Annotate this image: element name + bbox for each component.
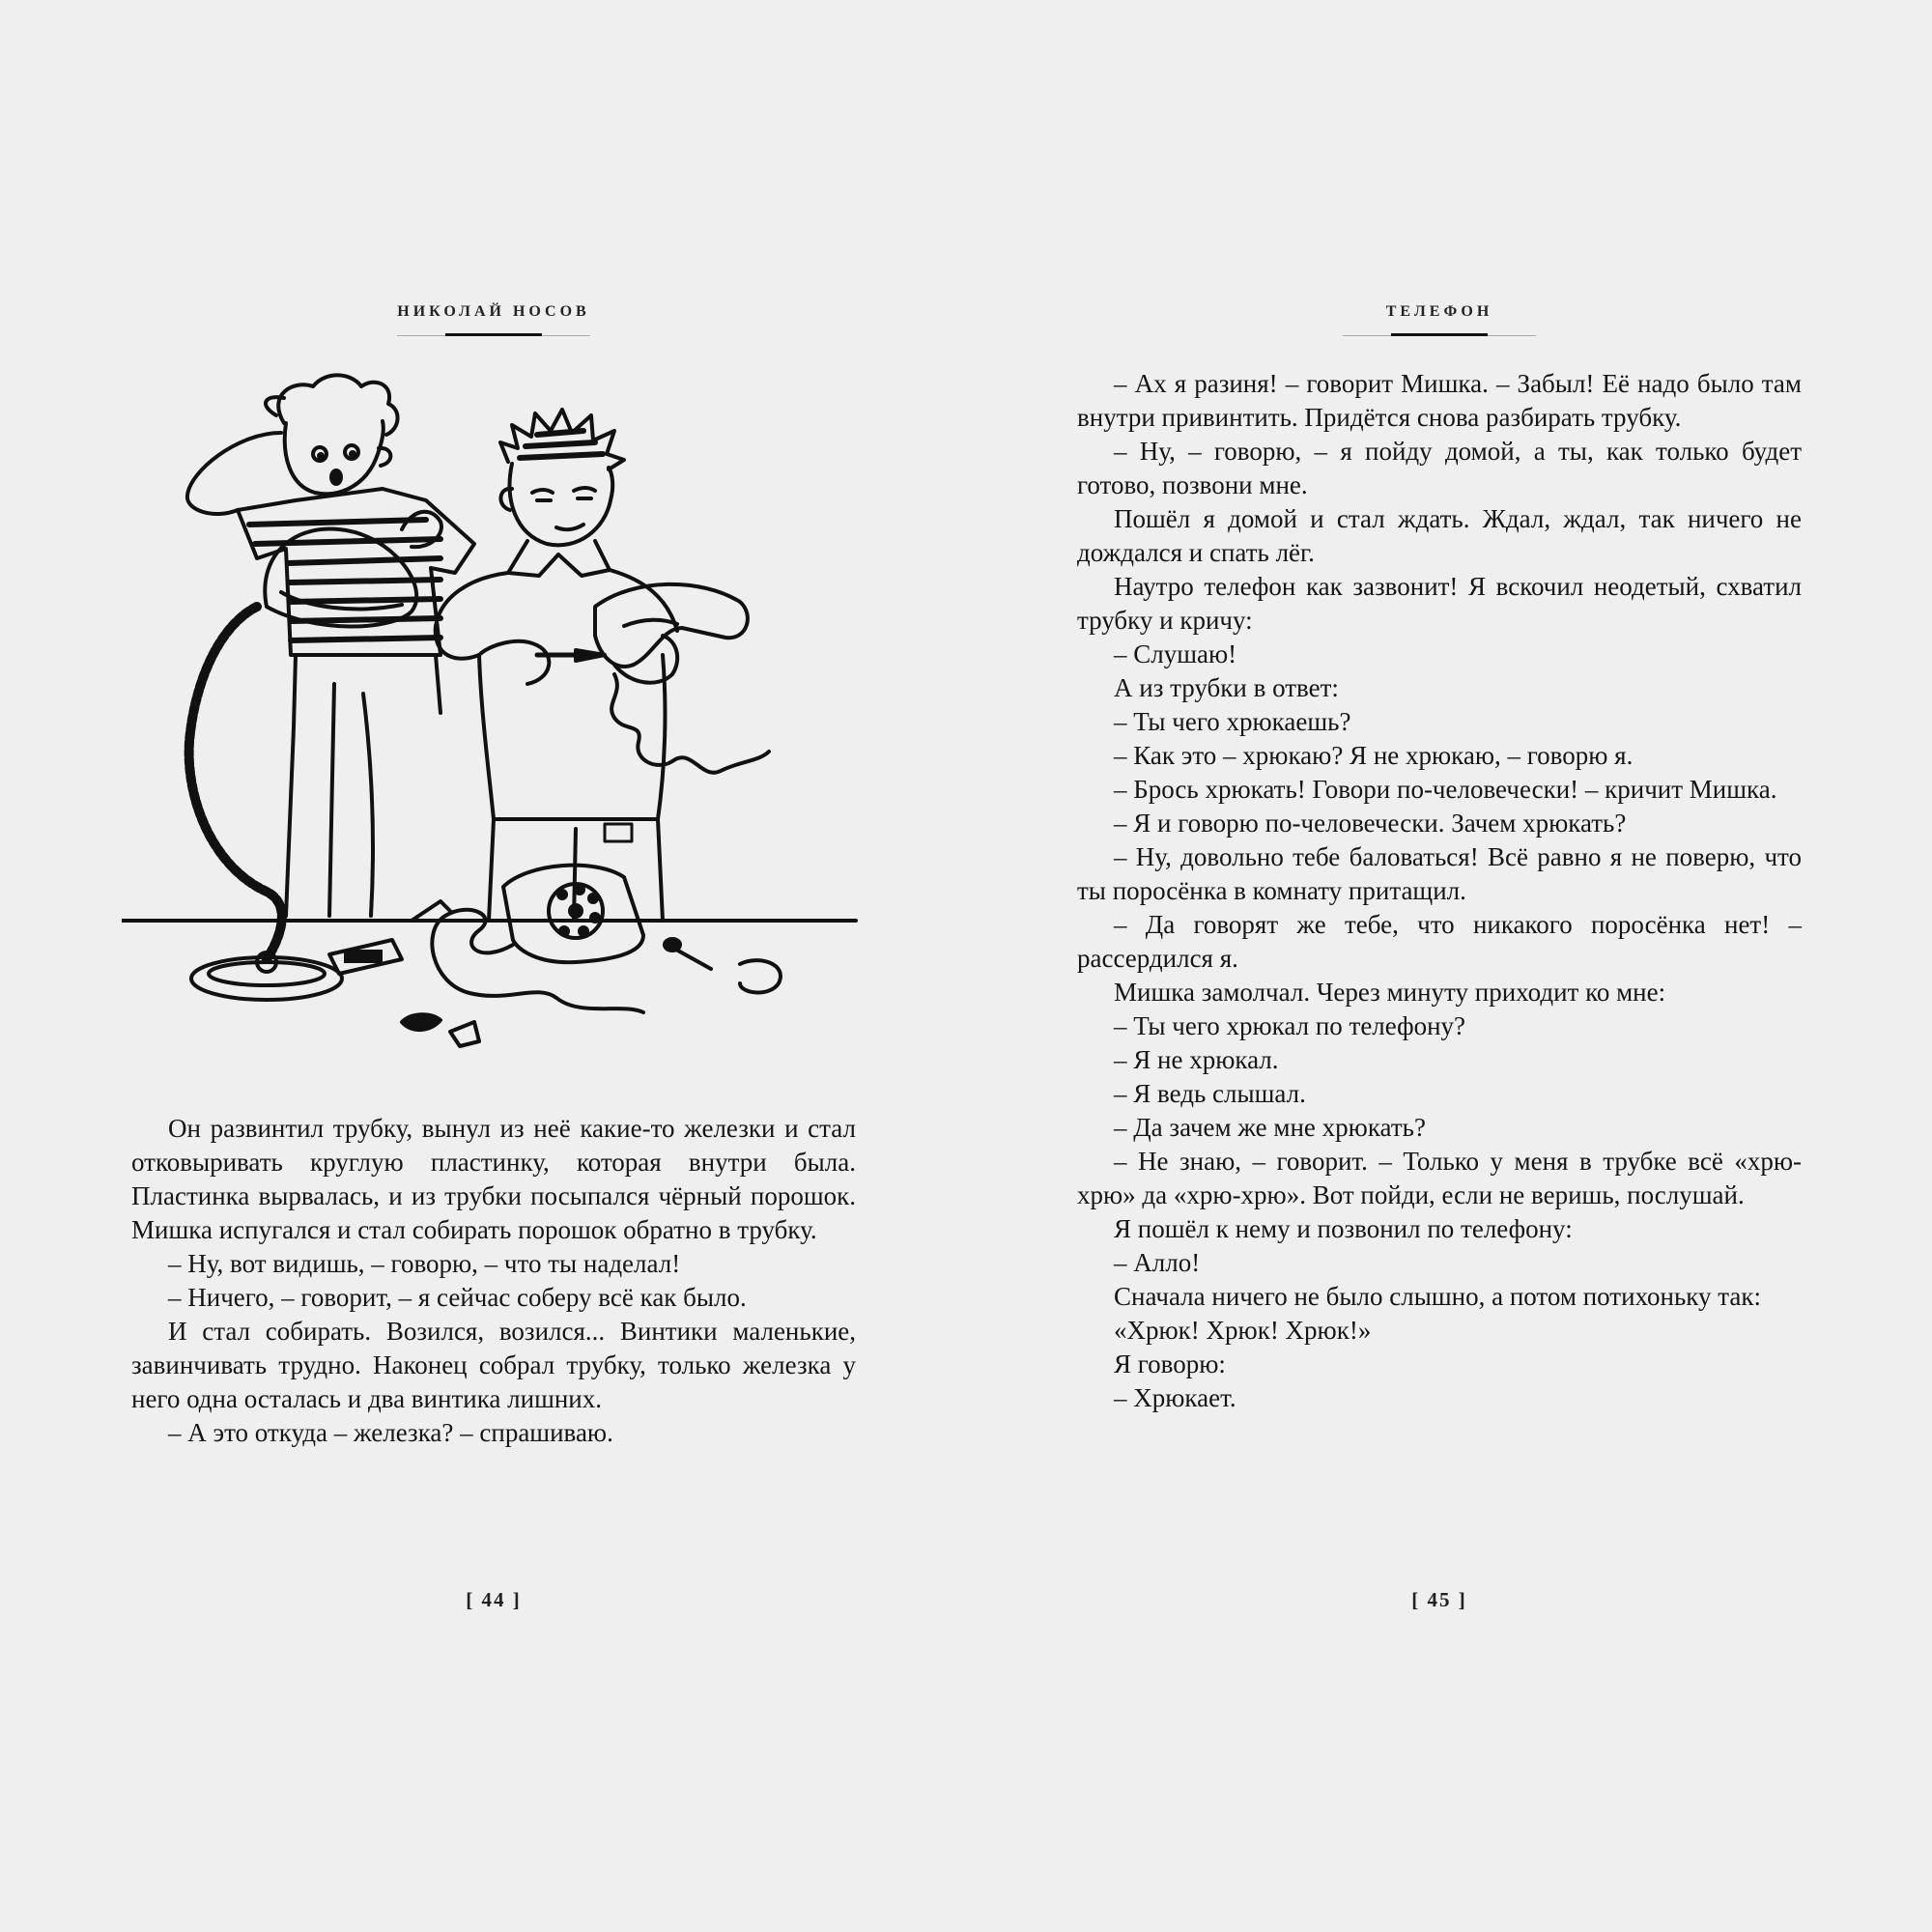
page-number: [ 45 ] xyxy=(1411,1588,1467,1611)
paragraph: А из трубки в ответ: xyxy=(1114,673,1339,702)
running-head-rule xyxy=(397,335,590,336)
right-page xyxy=(1077,0,1802,1932)
paragraph: «Хрюк! Хрюк! Хрюк!» xyxy=(1114,1316,1372,1345)
paragraph: – Алло! xyxy=(1114,1248,1201,1277)
paragraph: Я пошёл к нему и позвонил по телефону: xyxy=(1114,1214,1573,1243)
right-page-text xyxy=(1077,367,1802,1415)
paragraph: Пошёл я домой и стал ждать. Ждал, ждал, так ничего не дождался и спать лёг. xyxy=(1077,504,1802,567)
running-head-rule xyxy=(1343,335,1536,336)
paragraph: Мишка замолчал. Через минуту приходит ко мне: xyxy=(1114,978,1666,1007)
paragraph: Он развинтил трубку, вынул из неё какие-то железки и стал отковыривать круглую пластинку, которая внутри была. Пластинка вырвалась, и из трубки посыпался чёрный порошок. Мишка испугался и стал собирать порошок обратно в трубку. xyxy=(131,1114,856,1244)
paragraph: – Я не хрюкал. xyxy=(1114,1045,1279,1074)
running-head-title: ТЕЛЕФОН xyxy=(1385,303,1493,320)
paragraph: Я говорю: xyxy=(1114,1350,1226,1378)
paragraph: – Ну, – говорю, – я пойду домой, а ты, как только будет готово, позвони мне. xyxy=(1077,437,1802,499)
paragraph: – Ты чего хрюкаешь? xyxy=(1114,707,1351,736)
paragraph: – Ну, довольно тебе баловаться! Всё равно я не поверю, что ты поросёнка в комнату притащил. xyxy=(1077,842,1802,905)
left-page xyxy=(131,0,856,1932)
paragraph: – Ну, вот видишь, – говорю, – что ты наделал! xyxy=(168,1249,681,1278)
paragraph: – Ах я разиня! – говорит Мишка. – Забыл! Её надо было там внутри привинтить. Придётся снова разбирать трубку. xyxy=(1077,369,1802,432)
paragraph: – Хрюкает. xyxy=(1114,1383,1236,1412)
paragraph: – Да зачем же мне хрюкать? xyxy=(1114,1113,1426,1142)
paragraph: – Да говорят же тебе, что никакого поросёнка нет! – рассердился я. xyxy=(1077,910,1802,973)
illustration-boys-repairing-telephone xyxy=(122,365,866,1061)
paragraph: – Не знаю, – говорит. – Только у меня в трубке всё «хрю-хрю» да «хрю-хрю». Вот пойди, если не веришь, послушай. xyxy=(1077,1147,1802,1209)
paragraph: – Как это – хрюкаю? Я не хрюкаю, – говорю я. xyxy=(1114,741,1634,770)
paragraph: – Слушаю! xyxy=(1114,639,1237,668)
page-number: [ 44 ] xyxy=(466,1588,522,1611)
running-head-author: НИКОЛАЙ НОСОВ xyxy=(397,303,590,320)
paragraph: – Брось хрюкать! Говори по-человечески! – кричит Мишка. xyxy=(1114,775,1777,804)
paragraph: – Я и говорю по-человечески. Зачем хрюкать? xyxy=(1114,809,1627,838)
left-page-text xyxy=(131,1112,856,1450)
paragraph: – Я ведь слышал. xyxy=(1114,1079,1306,1108)
paragraph: – Ты чего хрюкал по телефону? xyxy=(1114,1011,1466,1040)
paragraph: Сначала ничего не было слышно, а потом потихоньку так: xyxy=(1114,1282,1761,1311)
paragraph: – Ничего, – говорит, – я сейчас соберу всё как было. xyxy=(168,1283,747,1312)
paragraph: – А это откуда – железка? – спрашиваю. xyxy=(168,1418,613,1447)
paragraph: И стал собирать. Возился, возился... Винтики маленькие, завинчивать трудно. Наконец собрал трубку, только железка у него одна осталась и два винтика лишних. xyxy=(131,1317,856,1413)
paragraph: Наутро телефон как зазвонит! Я вскочил неодетый, схватил трубку и кричу: xyxy=(1077,572,1802,635)
